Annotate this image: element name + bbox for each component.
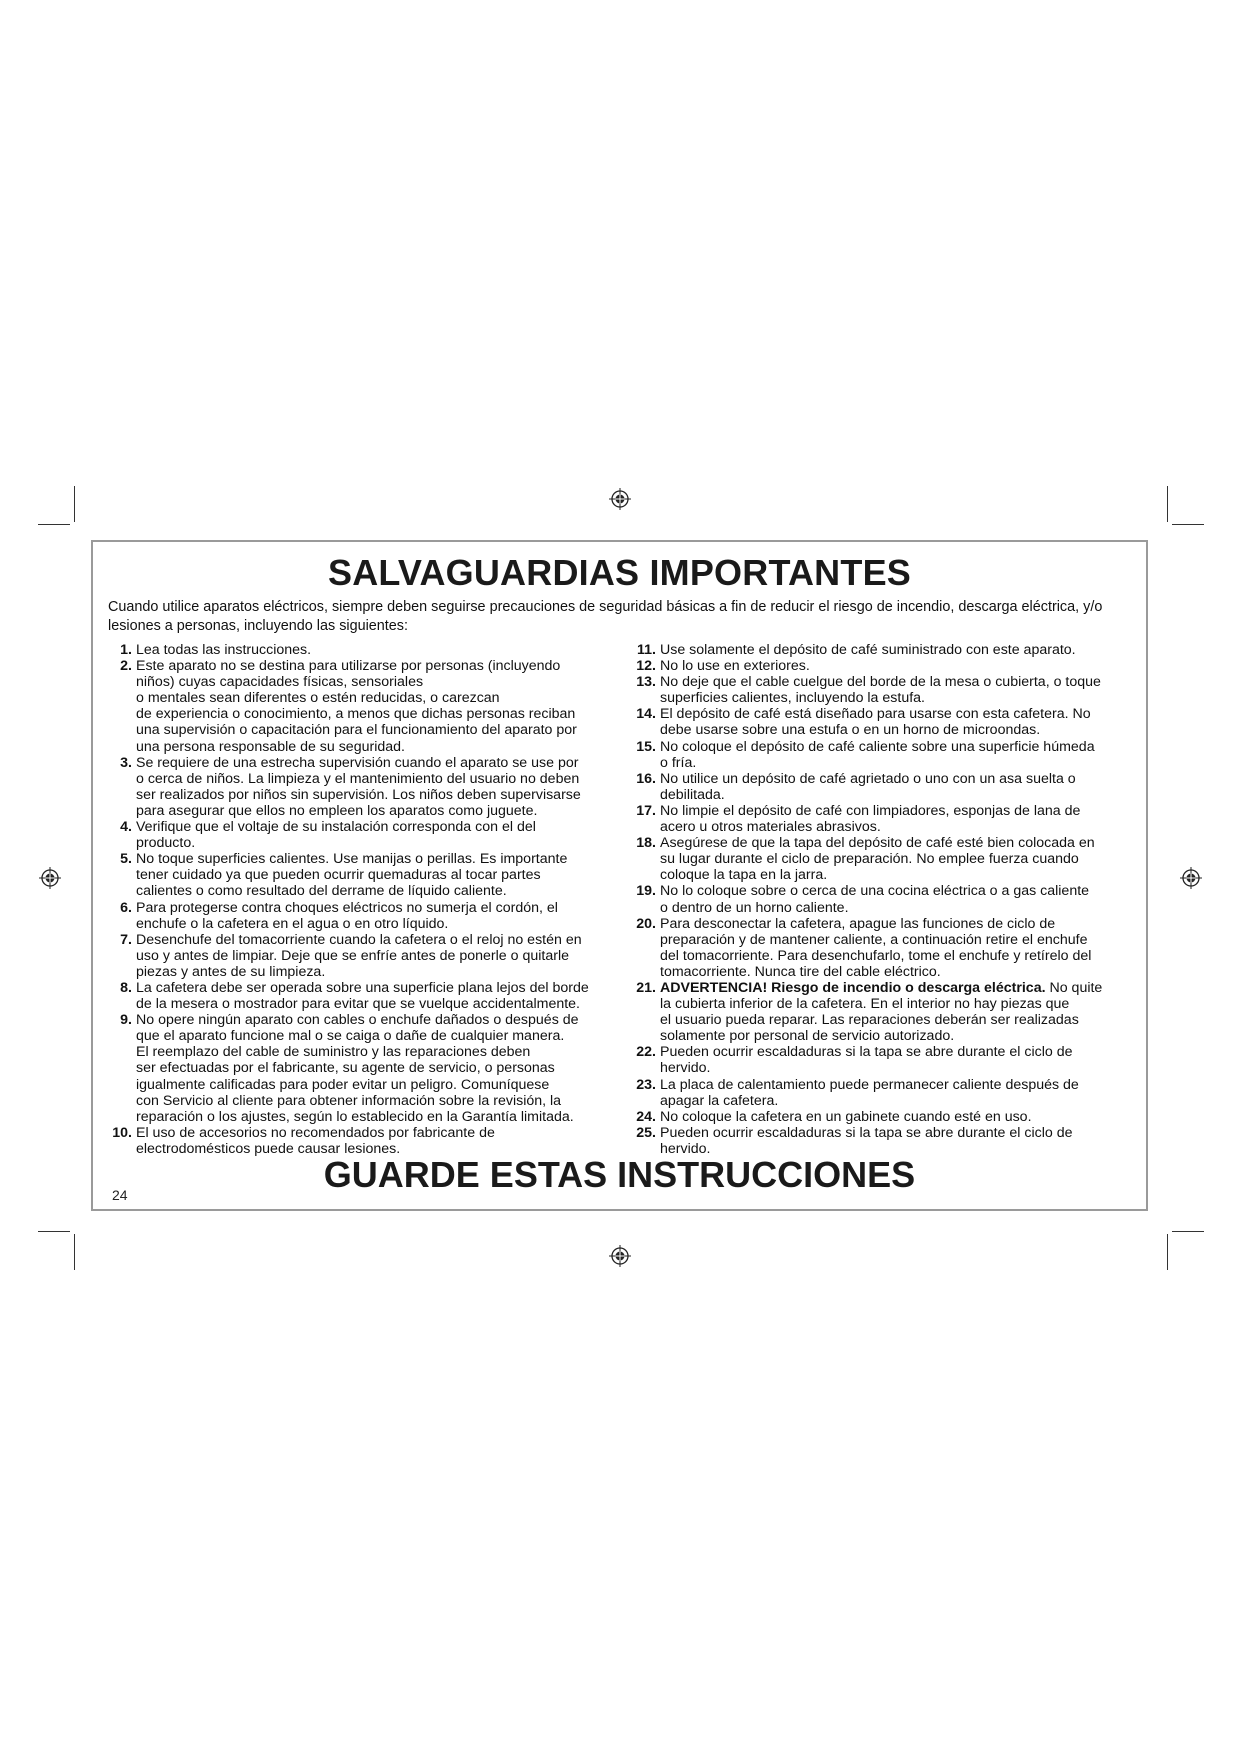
list-item: [108, 851, 628, 899]
page-number: 24: [112, 1187, 128, 1203]
list-item: [632, 1109, 1142, 1125]
item-text: [136, 755, 628, 819]
item-text: [660, 739, 1142, 771]
item-line: para asegurar que ellos no empleen los aparatos como juguete.: [136, 802, 538, 819]
item-line: No lo use en exteriores.: [660, 658, 810, 675]
item-line: o cerca de niños. La limpieza y el mantenimiento del usuario no deben: [136, 770, 580, 787]
registration-mark-icon: [1180, 867, 1202, 889]
item-number: 14.: [636, 706, 656, 723]
item-line: Desenchufe del tomacorriente cuando la cafetera o el reloj no estén en: [136, 931, 582, 948]
item-line: hervido.: [660, 1060, 711, 1077]
item-line: debilitada.: [660, 786, 725, 803]
item-number: 20.: [636, 915, 656, 932]
item-text: [660, 706, 1142, 738]
list-item: [632, 739, 1142, 771]
item-number: 19.: [636, 883, 656, 900]
item-line: Este aparato no se destina para utilizarse por personas (incluyendo: [136, 658, 561, 675]
item-line: enchufe o la cafetera en el agua o en otro líquido.: [136, 915, 449, 932]
crop-mark: [1172, 1231, 1204, 1232]
item-line: electrodomésticos puede causar lesiones.: [136, 1140, 401, 1157]
item-line: No coloque el depósito de café caliente sobre una superficie húmeda: [660, 738, 1095, 755]
item-line: No limpie el depósito de café con limpiadores, esponjas de lana de: [660, 802, 1081, 819]
item-line: o fría.: [660, 754, 697, 771]
item-text: [660, 916, 1142, 980]
item-line: de la mesera o mostrador para evitar que se vuelque accidentalmente.: [136, 996, 581, 1013]
item-line: El uso de accesorios no recomendados por fabricante de: [136, 1124, 495, 1141]
crop-mark: [1167, 1234, 1168, 1270]
item-text: [136, 932, 628, 980]
item-line: el usuario pueda reparar. Las reparaciones deberán ser realizadas: [660, 1012, 1079, 1029]
list-item: [632, 771, 1142, 803]
item-number: 5.: [120, 851, 132, 868]
item-line: una persona responsable de su seguridad.: [136, 738, 405, 755]
list-item: [632, 658, 1142, 674]
item-line: hervido.: [660, 1140, 711, 1157]
item-number: 15.: [636, 738, 656, 755]
item-number: 23.: [636, 1076, 656, 1093]
item-text: [660, 1109, 1142, 1125]
right-column: [632, 642, 1142, 1157]
item-text: [136, 642, 628, 658]
item-line: superficies calientes, incluyendo la estufa.: [660, 690, 925, 707]
registration-mark-icon: [609, 1245, 631, 1267]
item-text: [660, 803, 1142, 835]
item-number: 24.: [636, 1108, 656, 1125]
item-text: [660, 883, 1142, 915]
item-number: 21.: [636, 979, 656, 996]
item-line: Pueden ocurrir escaldaduras si la tapa se abre durante el ciclo de: [660, 1044, 1073, 1061]
registration-mark-icon: [39, 867, 61, 889]
item-text: [136, 900, 628, 932]
item-text: [136, 851, 628, 899]
item-line: Lea todas las instrucciones.: [136, 642, 312, 658]
left-column: [108, 642, 628, 1157]
item-line: de experiencia o conocimiento, a menos que dichas personas reciban: [136, 706, 576, 723]
item-line: la cubierta inferior de la cafetera. En el interior no hay piezas que: [660, 996, 1070, 1013]
warning-lead: ADVERTENCIA! Riesgo de incendio o descarga eléctrica.: [660, 979, 1046, 996]
item-line: Se requiere de una estrecha supervisión cuando el aparato se use por: [136, 754, 579, 771]
list-item: [108, 1012, 628, 1125]
item-text: [136, 980, 628, 1012]
item-line: No coloque la cafetera en un gabinete cuando esté en uso.: [660, 1108, 1032, 1125]
item-line: piezas y antes de su limpieza.: [136, 963, 326, 980]
crop-mark: [74, 1234, 75, 1270]
item-number: 12.: [636, 658, 656, 675]
list-item: [632, 1125, 1142, 1157]
registration-mark-icon: [609, 488, 631, 510]
list-item: [108, 755, 628, 819]
safeguards-panel: [91, 540, 1148, 1211]
item-line: coloque la tapa en la jarra.: [660, 867, 828, 884]
list-item: [632, 803, 1142, 835]
item-line: que el aparato funcione mal o se caiga o dañe de cualquier manera.: [136, 1028, 565, 1045]
item-number: 13.: [636, 674, 656, 691]
item-line: acero u otros materiales abrasivos.: [660, 819, 881, 836]
item-line: Para protegerse contra choques eléctricos no sumerja el cordón, el: [136, 899, 558, 916]
item-text: [660, 1077, 1142, 1109]
item-line: con Servicio al cliente para obtener información sobre la revisión, la: [136, 1092, 562, 1109]
item-line: Pueden ocurrir escaldaduras si la tapa se abre durante el ciclo de: [660, 1124, 1073, 1141]
item-line: debe usarse sobre una estufa o en un horno de microondas.: [660, 722, 1041, 739]
item-line: su lugar durante el ciclo de preparación. No emplee fuerza cuando: [660, 851, 1079, 868]
item-line: igualmente calificadas para poder evitar un peligro. Comuníquese: [136, 1076, 550, 1093]
intro-paragraph: Cuando utilice aparatos eléctricos, siempre deben seguirse precauciones de seguridad básicas a fin de reducir el riesgo de incendio, descarga eléctrica, y/o lesiones a personas, incluyendo las siguientes:: [108, 599, 1103, 634]
item-number: 17.: [636, 802, 656, 819]
item-line: calientes o como resultado del derrame de líquido caliente.: [136, 883, 507, 900]
item-text: [660, 835, 1142, 883]
item-line: producto.: [136, 835, 196, 852]
item-line: La cafetera debe ser operada sobre una superficie plana lejos del borde: [136, 979, 589, 996]
footer-title: GUARDE ESTAS INSTRUCCIONES: [323, 1154, 916, 1195]
item-text: [660, 1125, 1142, 1157]
item-text: [660, 771, 1142, 803]
item-line: No opere ningún aparato con cables o enchufe dañados o después de: [136, 1012, 579, 1029]
item-text: [136, 1125, 628, 1157]
item-text: [660, 658, 1142, 674]
list-item: [632, 674, 1142, 706]
item-line: Use solamente el depósito de café suministrado con este aparato.: [660, 642, 1076, 658]
list-item: [632, 1044, 1142, 1076]
item-line: El depósito de café está diseñado para usarse con esta cafetera. No: [660, 706, 1091, 723]
item-line: No lo coloque sobre o cerca de una cocina eléctrica o a gas caliente: [660, 883, 1090, 900]
item-line: reparación o los ajustes, según lo establecido en la Garantía limitada.: [136, 1108, 574, 1125]
item-text: [660, 674, 1142, 706]
item-line: La placa de calentamiento puede permanecer caliente después de: [660, 1076, 1079, 1093]
crop-mark: [38, 524, 70, 525]
item-line: No utilice un depósito de café agrietado o uno con un asa suelta o: [660, 770, 1076, 787]
list-item: [632, 916, 1142, 980]
item-line: No toque superficies calientes. Use manijas o perillas. Es importante: [136, 851, 568, 868]
page-title: SALVAGUARDIAS IMPORTANTES: [327, 552, 911, 593]
list-item: [632, 642, 1142, 658]
item-line: Para desconectar la cafetera, apague las funciones de ciclo de: [660, 915, 1056, 932]
item-line: apagar la cafetera.: [660, 1092, 779, 1109]
item-line: niños) cuyas capacidades físicas, sensoriales: [136, 674, 424, 691]
item-text: [660, 980, 1142, 1044]
list-item: [632, 706, 1142, 738]
item-line: preparación y de mantener caliente, a continuación retire el enchufe: [660, 931, 1088, 948]
crop-mark: [1167, 486, 1168, 522]
item-line: ser efectuadas por el fabricante, su agente de servicio, o personas: [136, 1060, 555, 1077]
item-text: [136, 819, 628, 851]
item-number: 16.: [636, 770, 656, 787]
item-line: o dentro de un horno caliente.: [660, 899, 849, 916]
list-item: [108, 658, 628, 755]
list-item: [108, 900, 628, 932]
item-text: [660, 1044, 1142, 1076]
item-line: No deje que el cable cuelgue del borde de la mesa o cubierta, o toque: [660, 674, 1101, 691]
list-item: [632, 883, 1142, 915]
item-number: 22.: [636, 1044, 656, 1061]
item-line: No quite: [1045, 979, 1103, 996]
item-text: [660, 642, 1142, 658]
list-item: [108, 1125, 628, 1157]
list-item: [632, 835, 1142, 883]
item-number: 7.: [120, 931, 132, 948]
item-line: del tomacorriente. Para desenchufarlo, tome el enchufe y retírelo del: [660, 947, 1092, 964]
crop-mark: [74, 486, 75, 522]
crop-mark: [1172, 524, 1204, 525]
list-item: [108, 642, 628, 658]
item-text: [136, 1012, 628, 1125]
item-number: 3.: [120, 754, 132, 771]
item-line: tener cuidado ya que pueden ocurrir quemaduras al tocar partes: [136, 867, 541, 884]
item-number: 18.: [636, 835, 656, 852]
list-item: [108, 932, 628, 980]
item-number: 11.: [637, 642, 656, 658]
item-number: 4.: [120, 819, 132, 836]
item-number: 9.: [120, 1012, 132, 1029]
item-number: 2.: [120, 658, 132, 675]
item-number: 8.: [120, 979, 132, 996]
item-line: ser realizados por niños sin supervisión. Los niños deben supervisarse: [136, 786, 581, 803]
item-line: Asegúrese de que la tapa del depósito de café esté bien colocada en: [660, 835, 1095, 852]
item-line: o mentales sean diferentes o estén reducidas, o carezcan: [136, 690, 500, 707]
item-number: 1.: [120, 642, 132, 658]
item-line: tomacorriente. Nunca tire del cable eléctrico.: [660, 963, 941, 980]
crop-mark: [38, 1231, 70, 1232]
item-line: El reemplazo del cable de suministro y las reparaciones deben: [136, 1044, 531, 1061]
item-line: solamente por personal de servicio autorizado.: [660, 1028, 955, 1045]
list-item: [632, 1077, 1142, 1109]
item-line: una supervisión o capacitación para el funcionamiento del aparato por: [136, 722, 577, 739]
item-number: 25.: [636, 1124, 656, 1141]
item-line: Verifique que el voltaje de su instalación corresponda con el del: [136, 819, 536, 836]
item-text: [136, 658, 628, 755]
list-item: [108, 980, 628, 1012]
item-line: uso y antes de limpiar. Deje que se enfríe antes de ponerle o quitarle: [136, 947, 569, 964]
item-number: 6.: [120, 899, 132, 916]
item-number: 10.: [112, 1124, 132, 1141]
list-item: [632, 980, 1142, 1044]
list-item: [108, 819, 628, 851]
